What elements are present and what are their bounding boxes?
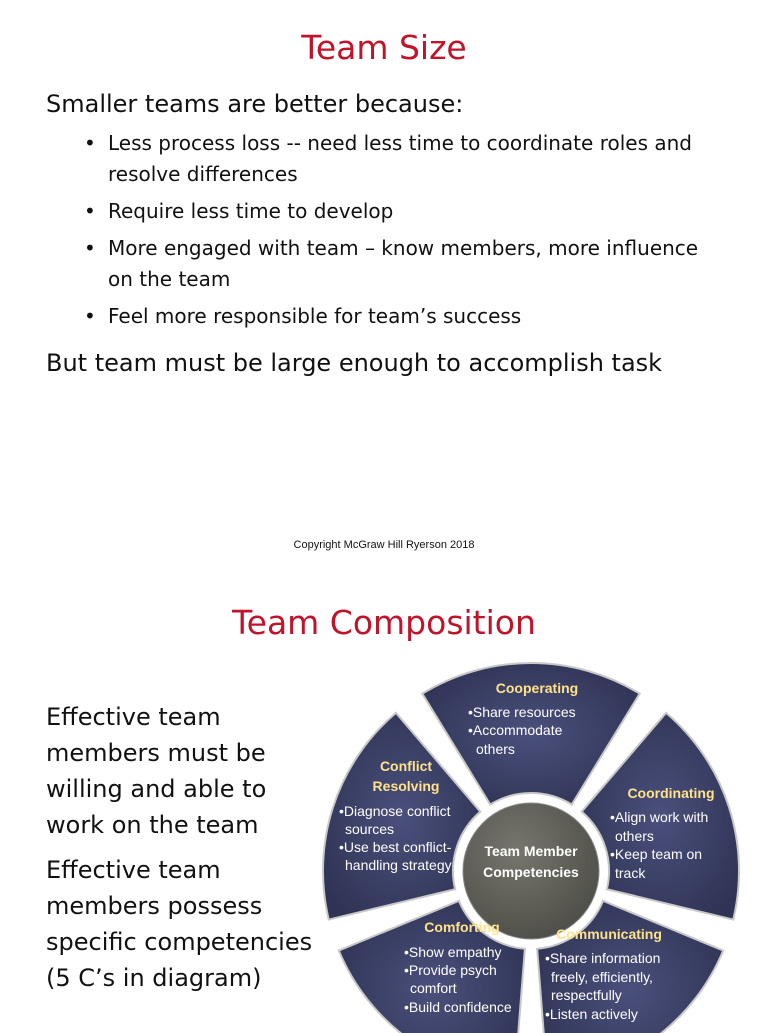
competencies-wheel-diagram [320, 653, 740, 1033]
bullet-item: • More engaged with team – know members, more influence on the team [80, 233, 720, 295]
comforting-line: •Show empathy [404, 944, 502, 960]
bullet-item: • Feel more responsible for team’s success [80, 301, 720, 332]
bullet-list [80, 128, 720, 338]
center-label-line: Competencies [483, 864, 579, 880]
conflict-resolving-line: •Use best conflict- [339, 839, 452, 855]
slide-team-composition [0, 575, 768, 1024]
comforting-title: Comforting [424, 919, 500, 935]
conflict-resolving-title: Resolving [372, 778, 440, 794]
communicating-line: •Share information [545, 950, 661, 966]
slide-title: Team Size [301, 28, 467, 67]
communicating-title: Communicating [556, 926, 662, 942]
bullet-item: • Require less time to develop [80, 196, 720, 227]
conflict-resolving-line: •Diagnose conflict [339, 803, 451, 819]
communicating-line: •Listen actively [545, 1006, 638, 1022]
coordinating-line: track [615, 865, 646, 881]
cooperating-line: •Accommodate [468, 722, 563, 738]
comforting-line: •Build confidence [404, 999, 512, 1015]
conflict-resolving-line: sources [345, 821, 395, 837]
coordinating-line: •Keep team on [610, 846, 703, 862]
conflict-resolving-line: handling strategy [345, 857, 452, 873]
coordinating-line: others [615, 828, 654, 844]
communicating-line: respectfully [551, 987, 622, 1003]
paragraph-willing-able: Effective team members must be willing and able to work on the team [46, 703, 267, 839]
communicating-line: freely, efficiently, [551, 969, 653, 985]
closing-text: But team must be large enough to accomplish task [46, 349, 663, 377]
cooperating-title: Cooperating [495, 680, 579, 696]
slide-title: Team Composition [232, 603, 536, 642]
coordinating-line: •Align work with [610, 809, 709, 825]
center-label-line: Team Member [484, 843, 578, 859]
conflict-resolving-title: Conflict [379, 758, 433, 774]
coordinating-title: Coordinating [627, 785, 715, 801]
copyright-text: Copyright McGraw Hill Ryerson 2018 [293, 539, 475, 551]
comforting-line: comfort [410, 980, 457, 996]
cooperating-line: •Share resources [468, 704, 576, 720]
comforting-line: •Provide psych [404, 962, 497, 978]
cooperating-line: others [476, 741, 515, 757]
intro-text: Smaller teams are better because: [46, 90, 464, 118]
bullet-item: • Less process loss -- need less time to coordinate roles and resolve differences [80, 128, 720, 190]
paragraph-competencies: Effective team members possess specific competencies (5 C’s in diagram) [46, 856, 313, 992]
